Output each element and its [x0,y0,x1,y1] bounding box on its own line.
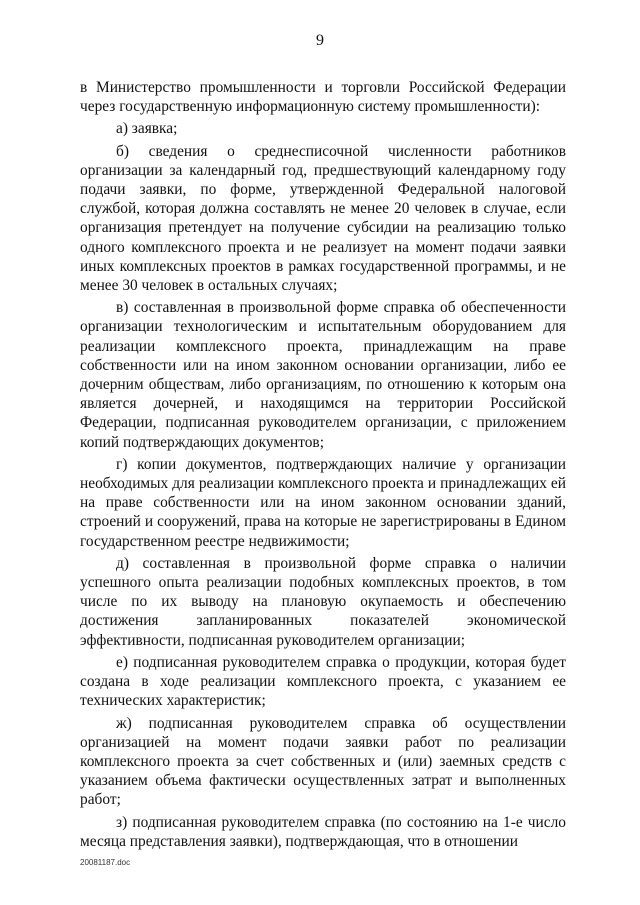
paragraph-item-b: б) сведения о среднесписочной численности работников организации за календарный год, предшествующий календарному году подачи заявки, по форме, утвержденной Федеральной налоговой службой, которая должна составлять не менее 20 человек в случае, если организация претендует на получение субсидии на реализацию только одного комплексного проекта и не реализует на момент подачи заявки иных комплексных проектов в рамках государственной программы, и не менее 30 человек в остальных случаях; [80,142,566,295]
paragraph-item-zh: ж) подписанная руководителем справка об осуществлении организацией на момент подачи заявки работ по реализации комплексного проекта за счет собственных и (или) заемных средств с указанием объема фактически осуществленных затрат и выполненных работ; [80,714,566,809]
paragraph-item-g: г) копии документов, подтверждающих наличие у организации необходимых для реализации комплексного проекта и принадлежащих ей на праве собственности или на ином законном основании зданий, строений и сооружений, права на которые не зарегистрированы в Едином государственном реестре недвижимости; [80,455,566,550]
paragraph-intro: в Министерство промышленности и торговли Российской Федерации через государственную информационную систему промышленности): [80,79,566,116]
paragraph-item-z: з) подписанная руководителем справка (по состоянию на 1-е число месяца представления заявки), подтверждающая, что в отношении [80,813,566,850]
page-number: 9 [316,32,324,49]
paragraph-item-e: е) подписанная руководителем справка о продукции, которая будет создана в ходе реализации комплексного проекта, с указанием ее технических характеристик; [80,653,566,710]
paragraph-item-d: д) составленная в произвольной форме справка о наличии успешного опыта реализации подобных комплексных проектов, в том числе по их выводу на плановую окупаемость и обеспечению достижения запланированных показателей экономической эффективности, подписанная руководителем организации; [80,554,566,649]
footer-filename: 20081187.doc [80,858,131,867]
paragraph-item-a: а) заявка; [116,120,178,138]
paragraph-item-v: в) составленная в произвольной форме справка об обеспеченности организации технологическим и испытательным оборудованием для реализации комплексного проекта, принадлежащим на праве собственности или на ином законном основании организации, либо ее дочерним обществам, либо организациям, по отношению к которым она является дочерней, и находящимся на территории Российской Федерации, подписанная руководителем организации, с приложением копий подтверждающих документов; [80,299,566,451]
document-body [80,78,566,854]
